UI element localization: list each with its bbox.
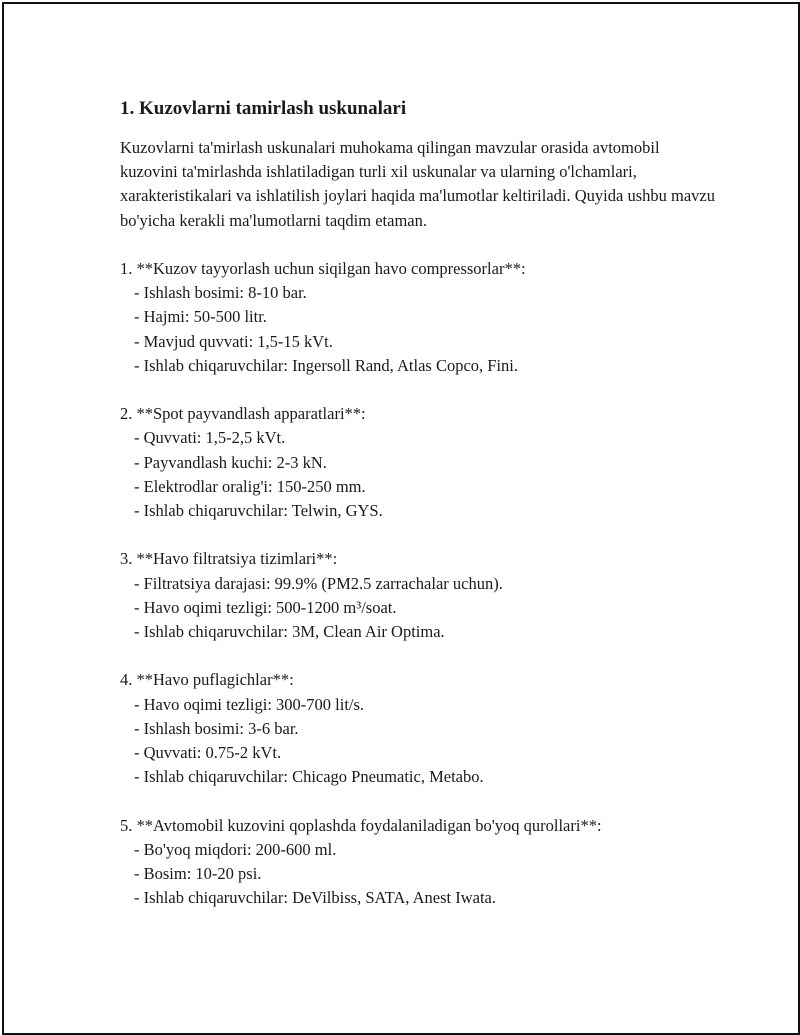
section-spot-welders <box>120 402 720 523</box>
list-item: - Bo'yoq miqdori: 200-600 ml. <box>134 839 337 859</box>
list-item: - Ishlab chiqaruvchilar: DeVilbiss, SATA, Anest Iwata. <box>134 888 496 908</box>
section-item-list <box>120 281 720 378</box>
section-item-list <box>120 838 720 911</box>
list-item: - Payvandlash kuchi: 2-3 kN. <box>134 452 327 472</box>
list-item: - Ishlab chiqaruvchilar: Telwin, GYS. <box>134 501 383 521</box>
list-item: - Filtratsiya darajasi: 99.9% (PM2.5 zarrachalar uchun). <box>134 573 503 593</box>
section-air-filtration <box>120 547 720 644</box>
document-page <box>2 2 800 1035</box>
section-item-list <box>120 693 720 790</box>
list-item: - Ishlash bosimi: 8-10 bar. <box>134 283 307 303</box>
section-heading: 2. **Spot payvandlash apparatlari**: <box>120 404 366 424</box>
list-item: - Elektrodlar oralig'i: 150-250 mm. <box>134 476 366 496</box>
section-heading: 3. **Havo filtratsiya tizimlari**: <box>120 549 338 569</box>
section-item-list <box>120 572 720 645</box>
list-item: - Ishlab chiqaruvchilar: Ingersoll Rand, Atlas Copco, Fini. <box>134 355 519 375</box>
list-item: - Ishlab chiqaruvchilar: Chicago Pneumatic, Metabo. <box>134 767 484 787</box>
section-item-list <box>120 426 720 523</box>
list-item: - Ishlab chiqaruvchilar: 3M, Clean Air Optima. <box>134 622 445 642</box>
list-item: - Mavjud quvvati: 1,5-15 kVt. <box>134 331 333 351</box>
section-heading: 5. **Avtomobil kuzovini qoplashda foydalaniladigan bo'yoq qurollari**: <box>120 815 602 835</box>
intro-paragraph: Kuzovlarni ta'mirlash uskunalari muhokama qilingan mavzular orasida avtomobil kuzovini ta'mirlashda ishlatiladigan turli xil uskunalar va ularning o'lchamlari, xarakteristikalari va ishlatilish joylari haqida ma'lumotlar keltiriladi. Quyida ushbu mavzu bo'yicha kerakli ma'lumotlarni taqdim etaman. <box>120 138 715 230</box>
list-item: - Ishlash bosimi: 3-6 bar. <box>134 718 299 738</box>
section-heading: 1. **Kuzov tayyorlash uchun siqilgan havo compressorlar**: <box>120 259 526 278</box>
list-item: - Quvvati: 0.75-2 kVt. <box>134 743 282 763</box>
section-heading: 4. **Havo puflagichlar**: <box>120 670 294 690</box>
list-item: - Bosim: 10-20 psi. <box>134 864 262 884</box>
list-item: - Havo oqimi tezligi: 300-700 lit/s. <box>134 694 365 714</box>
section-air-blowers <box>120 668 720 789</box>
document-title: 1. Kuzovlarni tamirlash uskunalari <box>120 98 407 119</box>
document-content <box>120 96 720 910</box>
list-item: - Havo oqimi tezligi: 500-1200 m³/soat. <box>134 597 397 617</box>
list-item: - Hajmi: 50-500 litr. <box>134 307 267 327</box>
section-compressors <box>120 257 720 378</box>
section-paint-guns <box>120 814 720 911</box>
list-item: - Quvvati: 1,5-2,5 kVt. <box>134 428 286 448</box>
